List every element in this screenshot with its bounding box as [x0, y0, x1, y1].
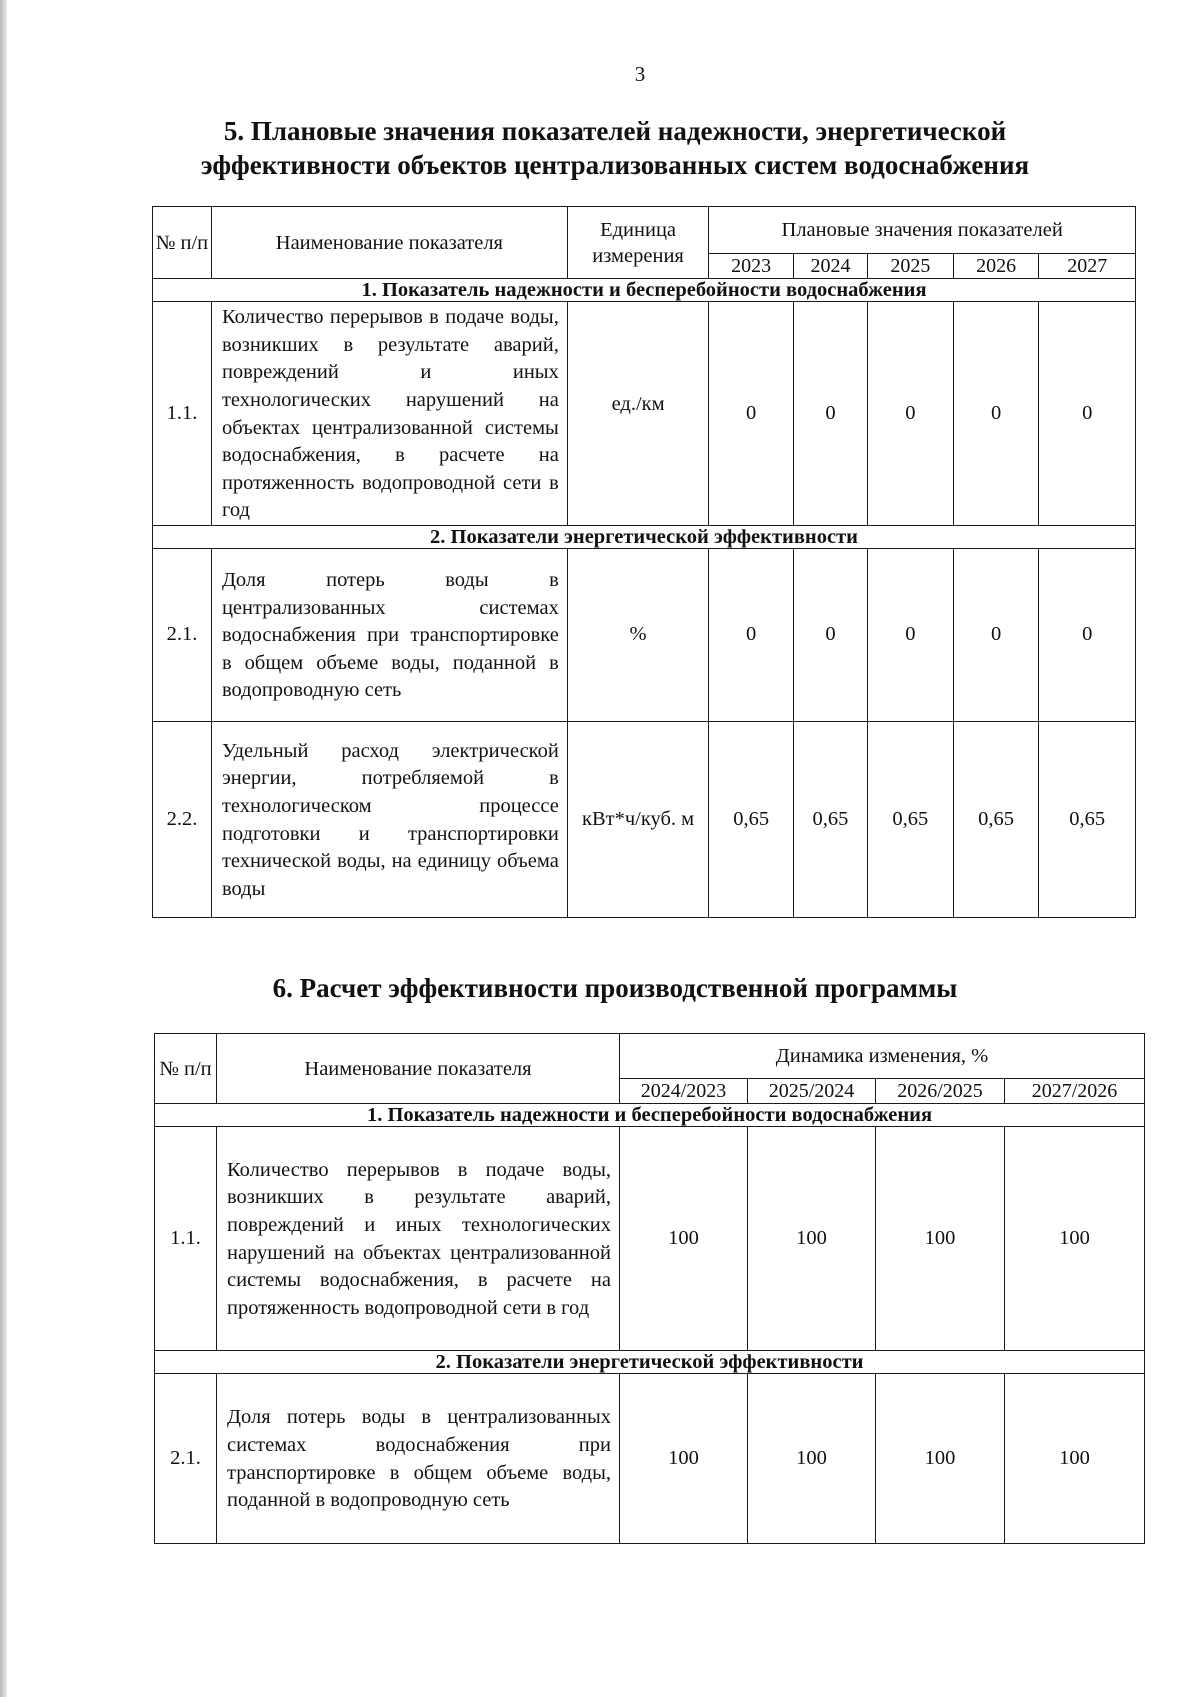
value-cell: 0	[709, 302, 794, 526]
group-heading: 1. Показатель надежности и бесперебойности водоснабжения	[155, 1104, 1145, 1127]
indicator-name: Доля потерь воды в централизованных системах водоснабжения при транспортировке в общем объеме воды, поданной в водопроводную сеть	[211, 549, 567, 722]
header-dynamics: Динамика изменения, %	[620, 1034, 1145, 1079]
value-cell: 0	[867, 549, 953, 722]
group-heading: 1. Показатель надежности и бесперебойности водоснабжения	[153, 279, 1136, 302]
header-name: Наименование показателя	[211, 207, 567, 279]
value-cell: 0	[953, 302, 1039, 526]
value-cell: 0,65	[1039, 722, 1136, 918]
indicator-unit: кВт*ч/куб. м	[567, 722, 708, 918]
value-cell: 100	[876, 1374, 1005, 1544]
value-cell: 100	[620, 1374, 748, 1544]
value-cell: 0	[953, 549, 1039, 722]
header-plan: Плановые значения показателей	[709, 207, 1136, 254]
value-cell: 100	[620, 1127, 748, 1351]
value-cell: 0,65	[953, 722, 1039, 918]
header-period: 2026/2025	[876, 1079, 1005, 1104]
header-period: 2024/2023	[620, 1079, 748, 1104]
value-cell: 0,65	[709, 722, 794, 918]
value-cell: 0	[793, 549, 867, 722]
planned-indicators-table	[152, 206, 1136, 918]
row-num: 2.1.	[155, 1374, 217, 1544]
value-cell: 0	[793, 302, 867, 526]
row-num: 2.1.	[153, 549, 212, 722]
indicator-unit: ед./км	[567, 302, 708, 526]
value-cell: 0,65	[867, 722, 953, 918]
header-year: 2027	[1039, 254, 1136, 279]
header-year: 2023	[709, 254, 794, 279]
value-cell: 100	[876, 1127, 1005, 1351]
indicator-name: Удельный расход электрической энергии, потребляемой в технологическом процессе подготовки и транспортировки технической воды, на единицу объема воды	[211, 722, 567, 918]
row-num: 1.1.	[155, 1127, 217, 1351]
header-name: Наименование показателя	[217, 1034, 620, 1104]
header-unit: Единица измерения	[567, 207, 708, 279]
indicator-unit: %	[567, 549, 708, 722]
value-cell: 0	[867, 302, 953, 526]
header-num: № п/п	[155, 1034, 217, 1104]
header-year: 2024	[793, 254, 867, 279]
indicator-name: Количество перерывов в подаче воды, возникших в результате аварий, повреждений и иных технологических нарушений на объектах централизованной системы водоснабжения, в расчете на протяженность водопроводной сети в год	[217, 1127, 620, 1351]
header-year: 2026	[953, 254, 1039, 279]
program-efficiency-table	[154, 1033, 1145, 1544]
value-cell: 100	[748, 1127, 876, 1351]
value-cell: 0	[1039, 302, 1136, 526]
value-cell: 0,65	[793, 722, 867, 918]
header-period: 2025/2024	[748, 1079, 876, 1104]
header-year: 2025	[867, 254, 953, 279]
row-num: 2.2.	[153, 722, 212, 918]
header-num: № п/п	[153, 207, 212, 279]
header-period: 2027/2026	[1005, 1079, 1145, 1104]
value-cell: 0	[709, 549, 794, 722]
value-cell: 100	[1005, 1374, 1145, 1544]
group-heading: 2. Показатели энергетической эффективности	[155, 1351, 1145, 1374]
indicator-name: Количество перерывов в подаче воды, возникших в результате аварий, повреждений и иных технологических нарушений на объектах централизованной системы водоснабжения, в расчете на протяженность водопроводной сети в год	[211, 302, 567, 526]
value-cell: 0	[1039, 549, 1136, 722]
page-number: 3	[634, 62, 646, 86]
indicator-name: Доля потерь воды в централизованных системах водоснабжения при транспортировке в общем объеме воды, поданной в водопроводную сеть	[217, 1374, 620, 1544]
scan-edge	[0, 0, 7, 1697]
value-cell: 100	[748, 1374, 876, 1544]
section-6-title: 6. Расчет эффективности производственной программы	[272, 973, 958, 1003]
value-cell: 100	[1005, 1127, 1145, 1351]
section-5-title: 5. Плановые значения показателей надежности, энергетической эффективности объектов централизованных систем водоснабжения	[200, 116, 1030, 180]
group-heading: 2. Показатели энергетической эффективности	[153, 526, 1136, 549]
row-num: 1.1.	[153, 302, 212, 526]
